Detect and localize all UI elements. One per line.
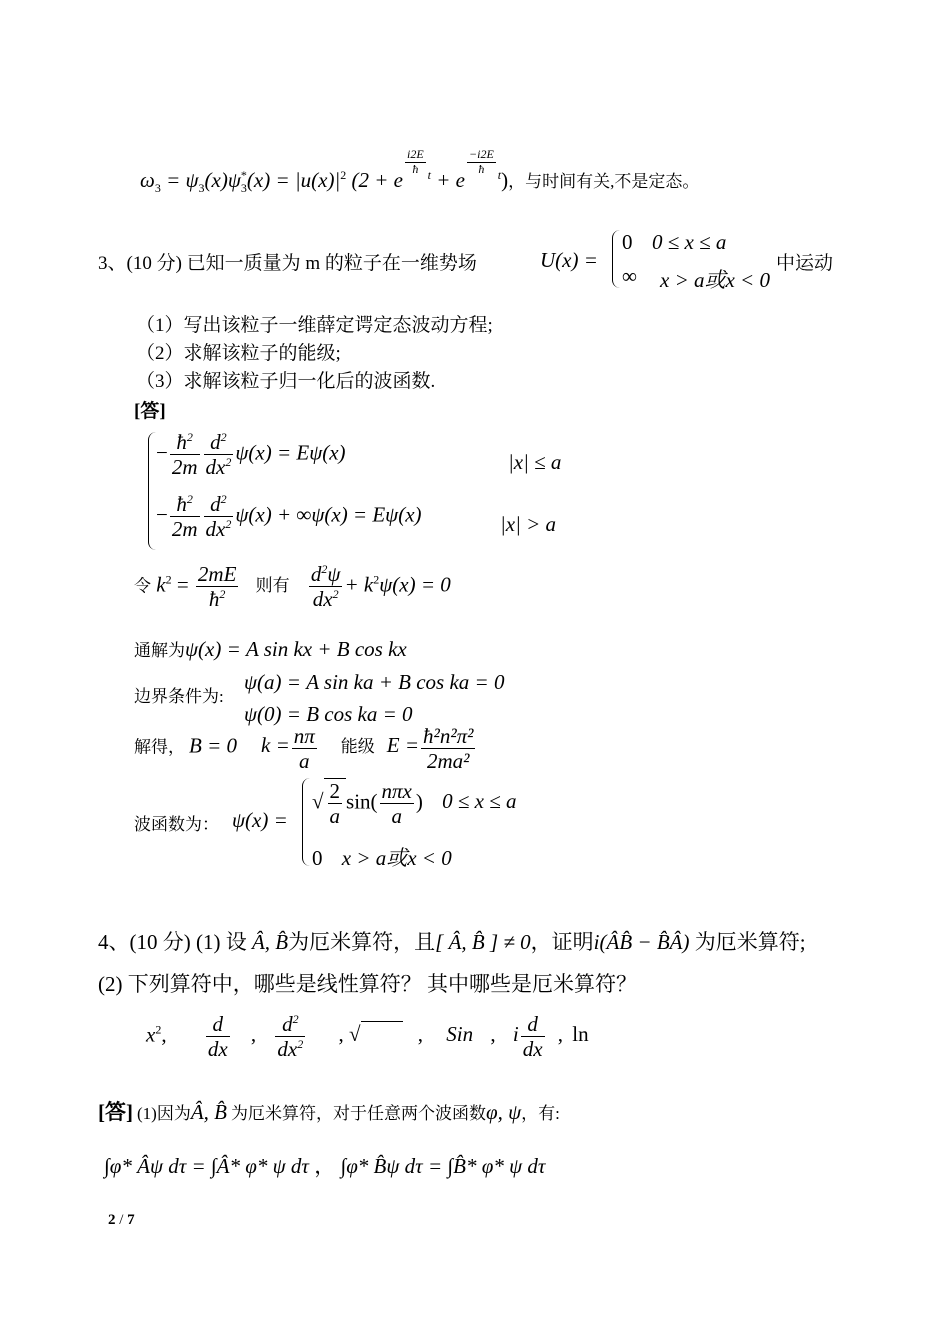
k2-fraction: $\frac{2mE}{ħ^2}$ (197, 562, 237, 612)
solution-line: 解得， B = 0 k = $\frac{n\pi}{a}$ 能级 E = $\frac{\text{ħ²n²π²}}{\text{2ma²}}$ (134, 724, 474, 774)
op-ln: ln (572, 1022, 589, 1047)
omega-square: 2 (340, 167, 347, 182)
k-definition-line: 令 $k^2$ = $\frac{2mE}{ħ^2}$ 则有 $\frac{d^2\psi}{dx^2}$ + $k^2\psi(x) = 0$ (134, 562, 451, 612)
potential-case2-cond: x > a或x < 0 (660, 268, 770, 292)
schrodinger-cond-1: |x| ≤ a (508, 450, 562, 474)
boundary-cond-2: ψ(0) = B cos ka = 0 (244, 702, 413, 726)
exponent-1: $\frac{i2E}{ħ}$ (407, 147, 424, 176)
schrodinger-cond-2: |x| > a (500, 512, 557, 536)
q4-answer-line: [答] (1)因为Â, B̂ 为厄米算符，对于任意两个波函数φ, ψ，有: (98, 1100, 560, 1124)
potential-brace (612, 230, 621, 288)
sqrt-2-over-a: $\frac{2}{a}$ (329, 779, 341, 829)
potential-case2-val: ∞ (622, 264, 637, 288)
schrodinger-eq-1: − $\frac{ħ^2}{2m}$ $\frac{d^2}{dx^2}$ ψ(x) = Eψ(x) (156, 430, 346, 480)
integral-b: ∫φ* B̂ψ dτ = ∫B̂* φ* ψ dτ (340, 1154, 546, 1178)
ode-fraction: $\frac{d^2\psi}{dx^2}$ (310, 562, 341, 612)
wavefunction-label: 波函数为： (134, 815, 219, 834)
q4-line-1: 4、(10 分) (1) 设 Â, B̂为厄米算符，且[ Â, B̂ ] ≠ 0，证明i(ÂB̂ − B̂Â) 为厄米算符; (98, 930, 806, 954)
potential-case1-val: 0 (622, 230, 633, 254)
exponent-2-t: t (497, 167, 502, 182)
psi-subscript-2: 3 (240, 180, 247, 195)
k-value-fraction: $\frac{n\pi}{a}$ (293, 724, 315, 774)
wavefunction-case-1: √ $\frac{2}{a}$ sin( $\frac{\text{nπx}}{a}$ ) 0 ≤ x ≤ a (312, 779, 517, 829)
q3-part-3: （3）求解该粒子归一化后的波函数. (136, 371, 436, 392)
omega-equation (140, 148, 699, 196)
wavefunction-case-2: 0 x > a或x < 0 (312, 846, 452, 870)
psi-subscript-1: 3 (198, 180, 205, 195)
npix-over-a: $\frac{\text{nπx}}{a}$ (381, 779, 412, 829)
omega-symbol: ω (140, 167, 155, 192)
potential-lhs: U(x) = (540, 248, 598, 272)
hbar-over-2m: $\frac{ħ^2}{2m}$ (171, 430, 198, 480)
energy-fraction: $\frac{\text{ħ²n²π²}}{\text{2ma²}}$ (423, 724, 474, 774)
q4-line-2: (2) 下列算符中，哪些是线性算符？ 其中哪些是厄米算符？ (98, 972, 637, 996)
psi-star: * (240, 167, 247, 182)
omega-close: ) (501, 167, 509, 192)
d2-over-dx2: $\frac{d^2}{dx^2}$ (205, 430, 232, 480)
omega-subscript: 3 (154, 180, 161, 195)
omega-eq1: = ψ (160, 167, 199, 192)
schrodinger-eq-2: − $\frac{ħ^2}{2m}$ $\frac{d^2}{dx^2}$ ψ(x) + ∞ψ(x) = Eψ(x) (156, 492, 422, 542)
op-i: i (512, 1022, 519, 1047)
op-d2-dx2: $\frac{d^2}{dx^2}$ (277, 1012, 304, 1062)
op-i-d-dx: $\frac{d}{dx}$ (522, 1012, 543, 1062)
exponent-1-t: t (427, 167, 432, 182)
q3-prefix: 3、(10 分) 已知一质量为 m 的粒子在一维势场 (98, 253, 477, 274)
plus-e: + e (431, 167, 466, 192)
hbar-over-2m-2: $\frac{ħ^2}{2m}$ (171, 492, 198, 542)
page-number: 2 / 7 (108, 1212, 135, 1228)
q3-part-2: （2）求解该粒子的能级; (136, 343, 341, 364)
omega-mid3: (2 + e (346, 167, 403, 192)
general-solution: 通解为ψ(x) = A sin kx + B cos kx (134, 637, 407, 661)
q3-answer-label: [答] (134, 401, 166, 422)
wavefunction-brace (302, 778, 311, 866)
op-d-dx: $\frac{d}{dx}$ (207, 1012, 228, 1062)
operator-list: $x^2$, $\frac{d}{dx}$ , $\frac{d^2}{dx^2}$ , √ , Sin , i $\frac{d}{dx}$ , ln (146, 1012, 589, 1062)
potential-case1-cond: 0 ≤ x ≤ a (652, 230, 727, 254)
q3-part-1: （1）写出该粒子一维薛定谔定态波动方程; (136, 315, 493, 336)
boundary-label: 边界条件为: (134, 687, 224, 706)
op-sqrt: √ (349, 1022, 403, 1046)
boundary-cond-1: ψ(a) = A sin ka + B cos ka = 0 (244, 670, 505, 694)
omega-mid2: (x) = |u(x)| (246, 167, 341, 192)
integral-a: ∫φ* Âψ dτ = ∫Â* φ* ψ dτ (104, 1154, 309, 1178)
op-sin: Sin (446, 1022, 474, 1047)
q3-suffix: 中运动 (776, 253, 834, 274)
exponent-2: $\frac{-i2E}{ħ}$ (469, 147, 494, 176)
omega-mid1: (x)ψ (204, 167, 241, 192)
hermitian-integrals: ∫φ* Âψ dτ = ∫Â* φ* ψ dτ ， ∫φ* B̂ψ dτ = ∫B̂* φ* ψ dτ (104, 1154, 546, 1178)
op-x-squared: x (146, 1022, 156, 1047)
wavefunction-lhs: ψ(x) = (232, 808, 288, 832)
omega-remark: ，与时间有关,不是定态。 (508, 171, 700, 191)
d2-over-dx2-2: $\frac{d^2}{dx^2}$ (205, 492, 232, 542)
